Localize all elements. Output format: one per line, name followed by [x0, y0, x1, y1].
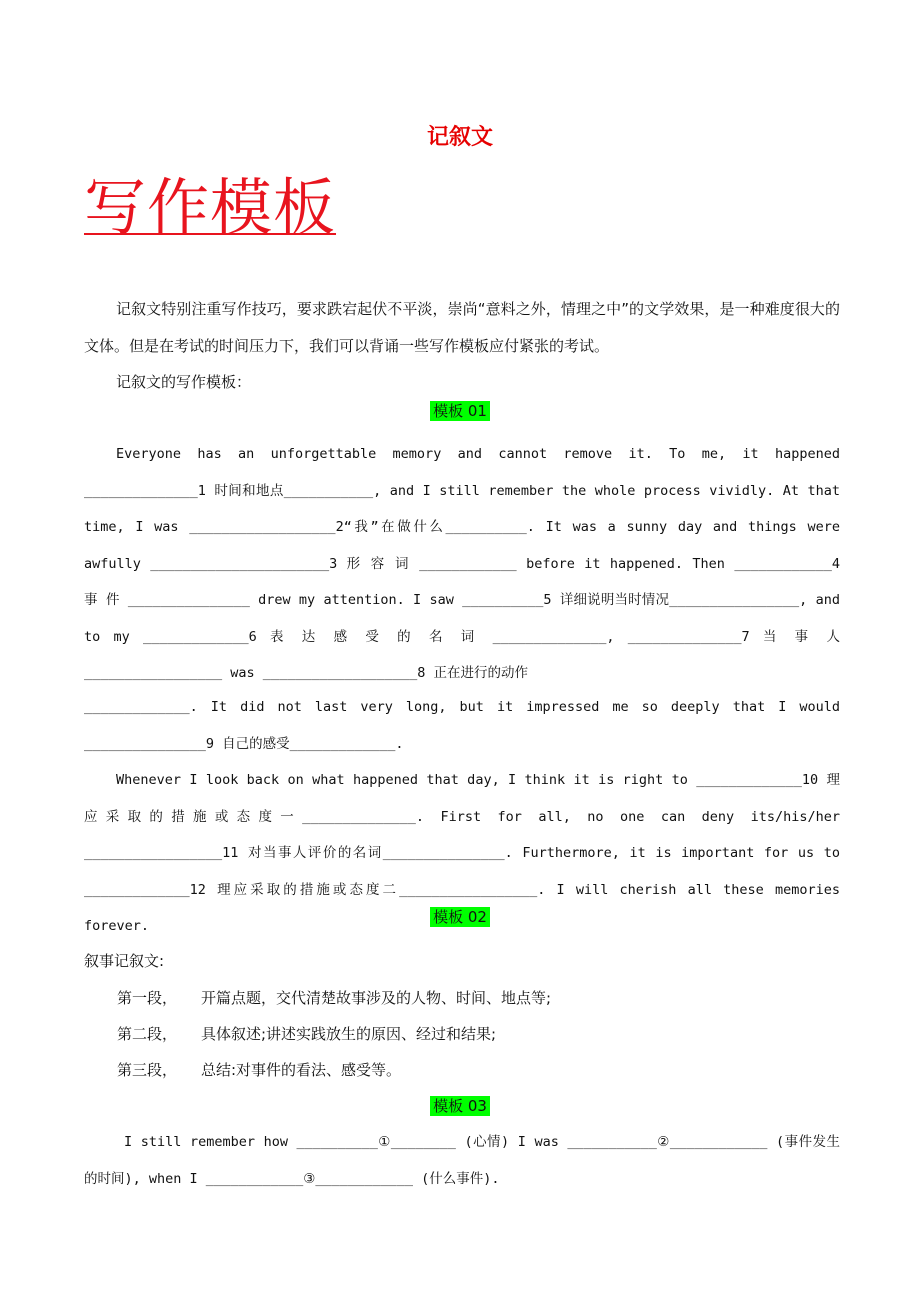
item-key: 第一段， — [117, 989, 178, 1007]
template-02-heading: 叙事记叙文: — [84, 952, 165, 970]
item-text: 开篇点题，交代清楚故事涉及的人物、时间、地点等; — [201, 989, 552, 1007]
item-text: 总结:对事件的看法、感受等。 — [201, 1061, 402, 1079]
template-01-paragraph-1a: Everyone has an unforgettable memory and cannot remove it. To me, it happened ______________1 时间和地点___________, and I still remember the whole process vividly. At that time, I was __________________2“我”在做什么__________. It was a sunny day and things were awfully ______________________3 形 容 词 ____________ before it happened. Then ____________4 事 件 _______________ drew my attention. I saw __________5 详细说明当时情况________________, and to my _____________6 表 达 感 受 的 名 词 ______________, ______________7 当 事 人 _________________ was ___________________8 正在进行的动作 — [84, 446, 840, 681]
document-title: 记叙文 — [426, 125, 493, 150]
template-02-label — [0, 906, 920, 927]
template-02-label-text: 模板 02 — [430, 907, 490, 927]
template-01-label — [0, 400, 920, 421]
template-02-item — [117, 1023, 496, 1044]
template-03-paragraph: I still remember how __________①________ (心情) I was ___________②____________ (事件发生的时间), when I ____________③____________ (什么事件). — [84, 1134, 840, 1187]
item-text: 具体叙述;讲述实践放生的原因、经过和结果; — [201, 1025, 497, 1043]
item-key: 第二段， — [117, 1025, 178, 1043]
template-03-label-text: 模板 03 — [430, 1096, 490, 1116]
template-01-paragraph-1b: _____________. It did not last very long, but it impressed me so deeply that I would _______________9 自己的感受_____________. — [84, 699, 840, 752]
intro-subheading: 记叙文的写作模板： — [116, 373, 252, 391]
item-key: 第三段， — [117, 1061, 178, 1079]
template-02-item — [117, 987, 551, 1008]
template-03-label — [0, 1095, 920, 1116]
template-02-item — [117, 1059, 401, 1080]
big-title: 写作模板 — [84, 171, 337, 244]
template-01-paragraph-2: Whenever I look back on what happened that day, I think it is right to _____________10 理应采取的措施或态度一______________. First for all, no one can deny its/his/her _________________11 对当事人评价的名词_______________. Furthermore, it is important for us to _____________12 理应采取的措施或态度二_________________. I will cherish all these memories forever. — [84, 772, 840, 934]
intro-paragraph: 记叙文特别注重写作技巧，要求跌宕起伏不平淡，崇尚“意料之外，情理之中”的文学效果，是一种难度很大的文体。但是在考试的时间压力下，我们可以背诵一些写作模板应付紧张的考试。 — [84, 300, 840, 355]
template-01-label-text: 模板 01 — [430, 401, 490, 421]
